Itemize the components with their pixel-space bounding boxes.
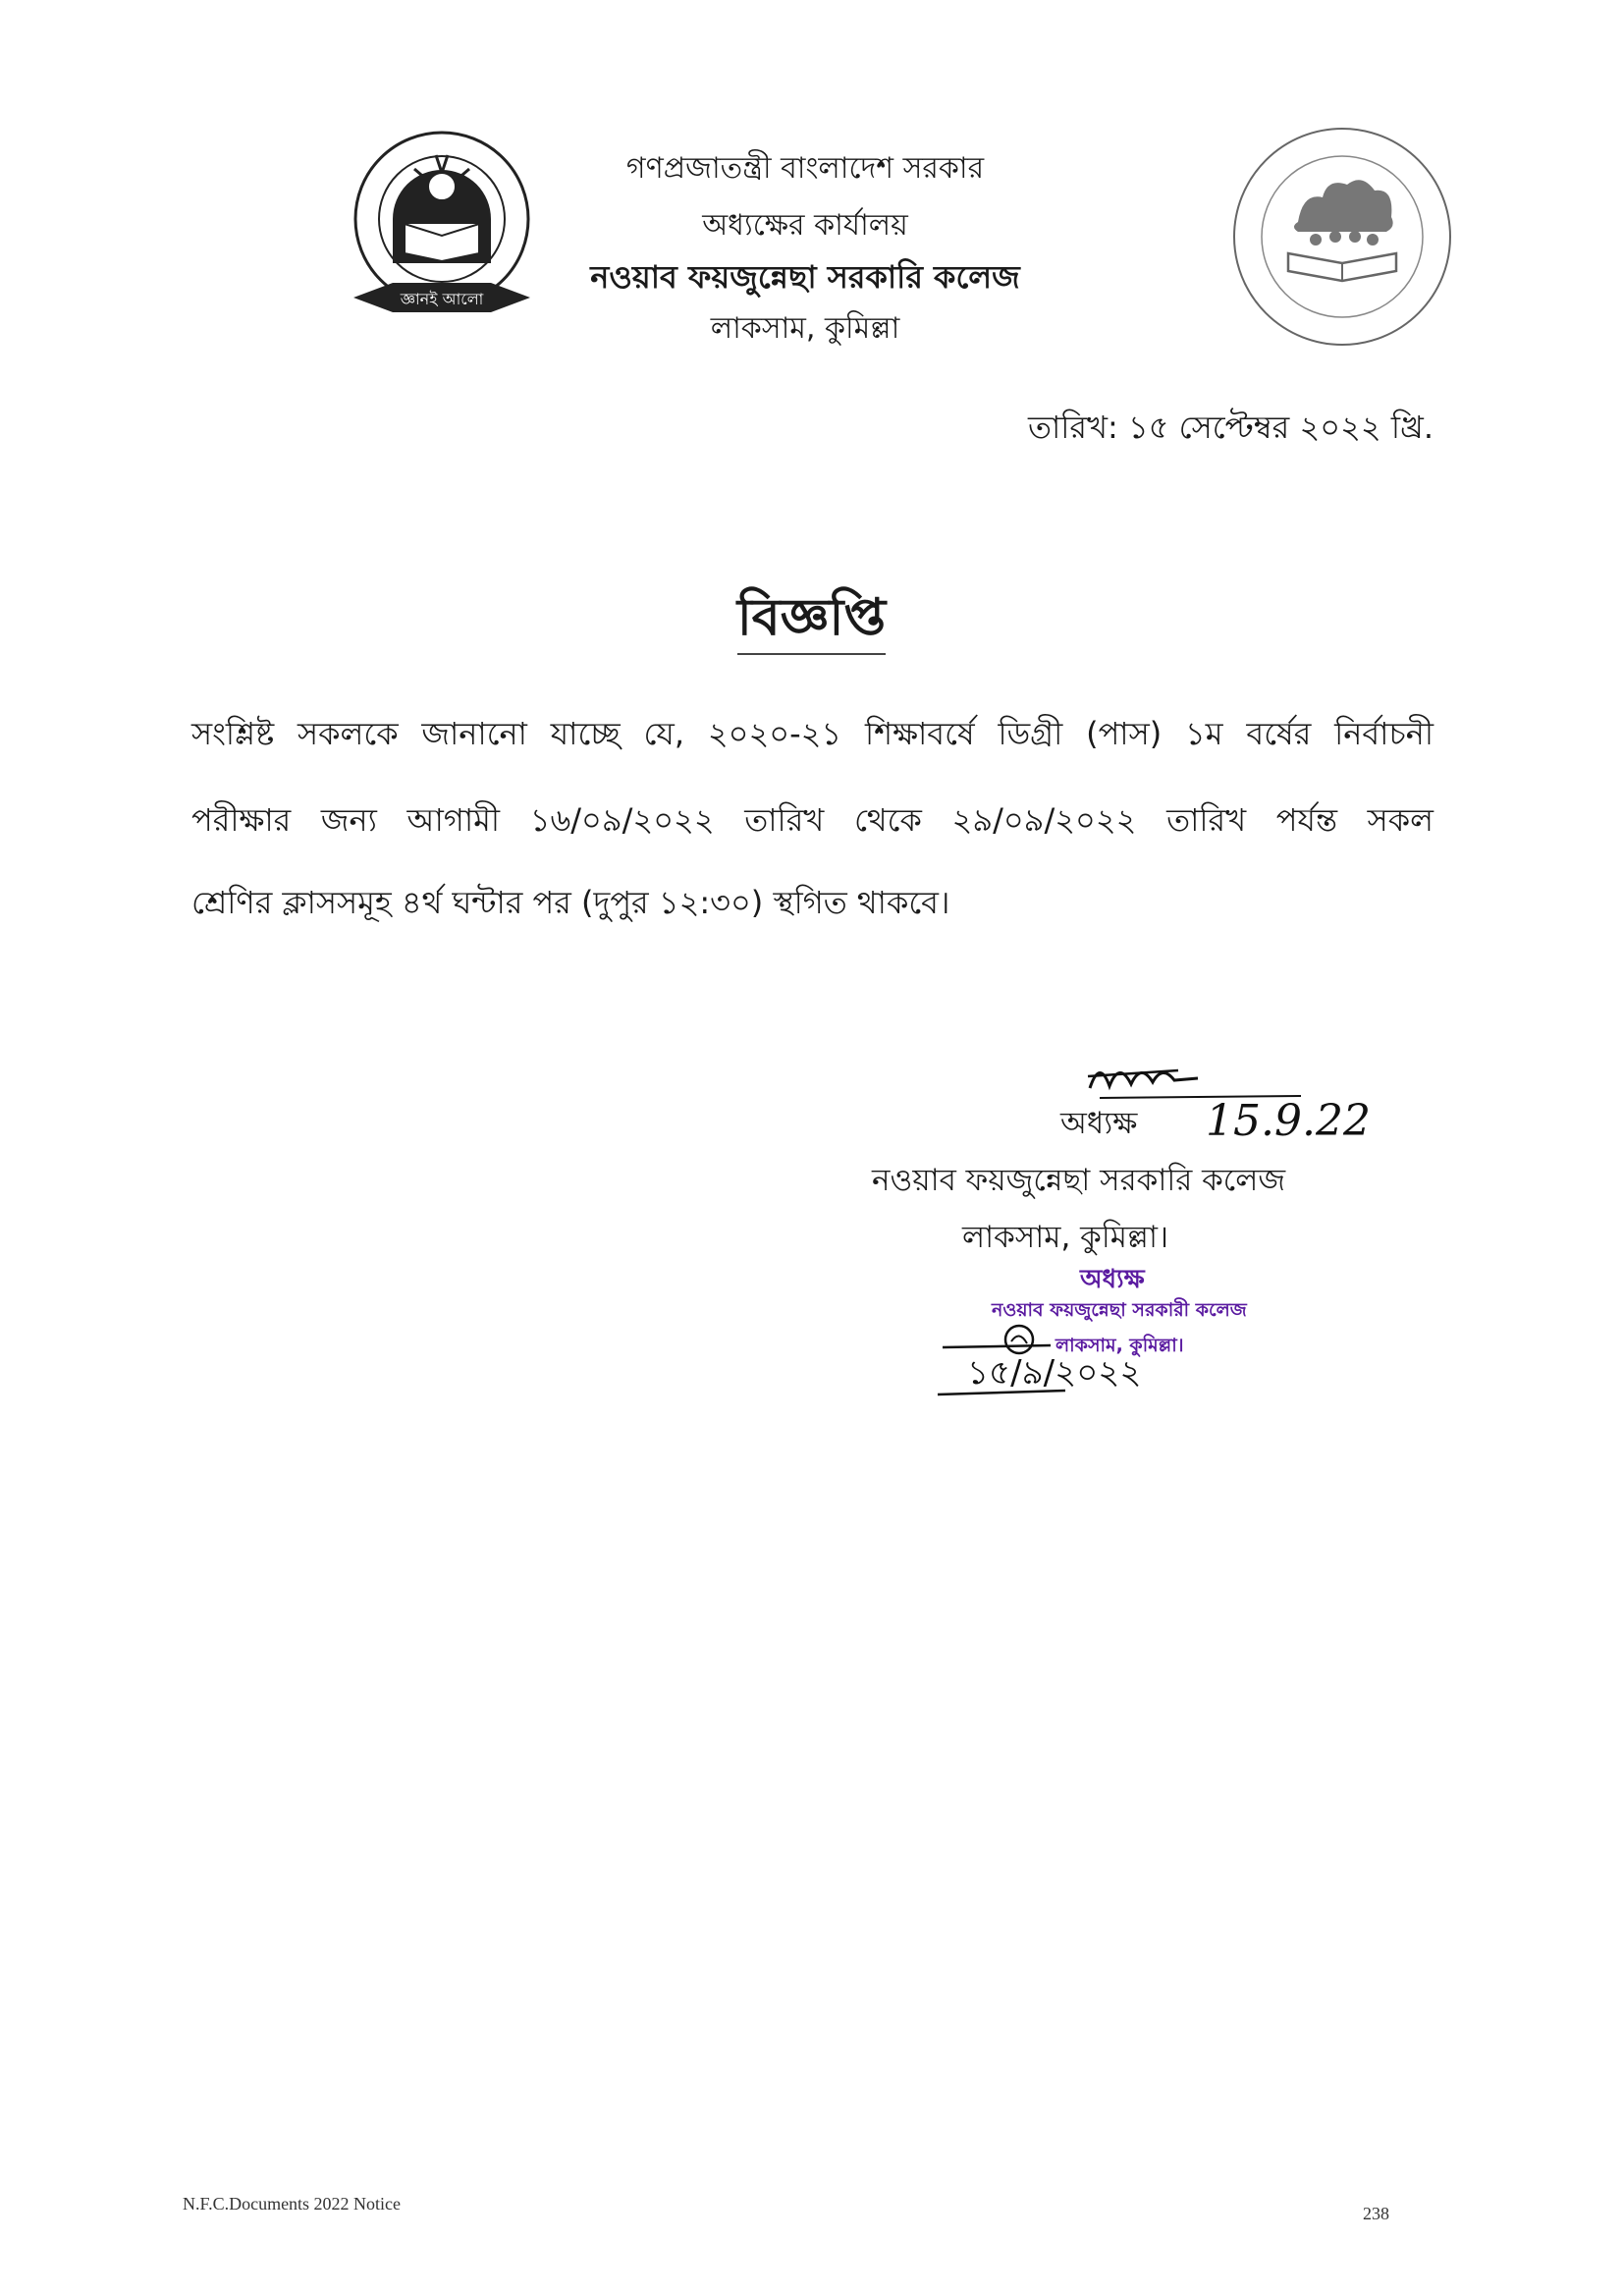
page-number: 238 xyxy=(1363,2204,1389,2223)
notice-body-line-2: পরীক্ষার জন্য আগামী ১৬/০৯/২০২২ তারিখ থেকে ২৯/০৯/২০২২ তারিখ পর্যন্ত সকল xyxy=(191,801,1434,839)
stamp-college: নওয়াব ফয়জুন্নেছা সরকারী কলেজ xyxy=(992,1299,1247,1321)
signatory-title: অধ্যক্ষ xyxy=(1060,1106,1138,1141)
stamp-title: অধ্যক্ষ xyxy=(1080,1265,1145,1294)
signatory-college: নওয়াব ফয়জুন্নেছা সরকারি কলেজ xyxy=(872,1163,1286,1198)
college-location: লাকসাম, কুমিল্লা xyxy=(710,311,900,346)
education-emblem xyxy=(1229,124,1455,350)
notice-body-line-3: শ্রেণির ক্লাসসমূহ ৪র্থ ঘন্টার পর (দুপুর ১২:৩০) স্থগিত থাকবে। xyxy=(191,884,950,921)
handwritten-date: 15.9.22 xyxy=(1206,1096,1371,1146)
signatory-location: লাকসাম, কুমিল্লা। xyxy=(962,1220,1169,1255)
stamp-handwritten-date: ১৫/৯/২০২২ xyxy=(967,1353,1142,1393)
logo-ribbon-text: জ্ঞানই আলো xyxy=(400,290,484,308)
stamp-location: লাকসাম, কুমিল্লা। xyxy=(1055,1335,1184,1356)
college-name: নওয়াব ফয়জুন্নেছা সরকারি কলেজ xyxy=(590,258,1020,296)
notice-body-line-1: সংশ্লিষ্ট সকলকে জানানো যাচ্ছে যে, ২০২০-২১ শিক্ষাবর্ষে ডিগ্রী (পাস) ১ম বর্ষের নির্বাচনী xyxy=(191,715,1434,752)
office-name: অধ্যক্ষের কার্যালয় xyxy=(702,208,908,243)
notice-date: তারিখ: ১৫ সেপ্টেম্বর ২০২২ খ্রি. xyxy=(1027,409,1434,446)
notice-title-text: বিজ্ঞপ্তি xyxy=(737,588,886,655)
college-logo xyxy=(334,126,550,332)
footer-doc-reference: N.F.C.Documents 2022 Notice xyxy=(183,2194,402,2214)
notice-title xyxy=(0,577,1623,663)
govt-name: গণপ্রজাতন্ত্রী বাংলাদেশ সরকার xyxy=(625,151,985,186)
